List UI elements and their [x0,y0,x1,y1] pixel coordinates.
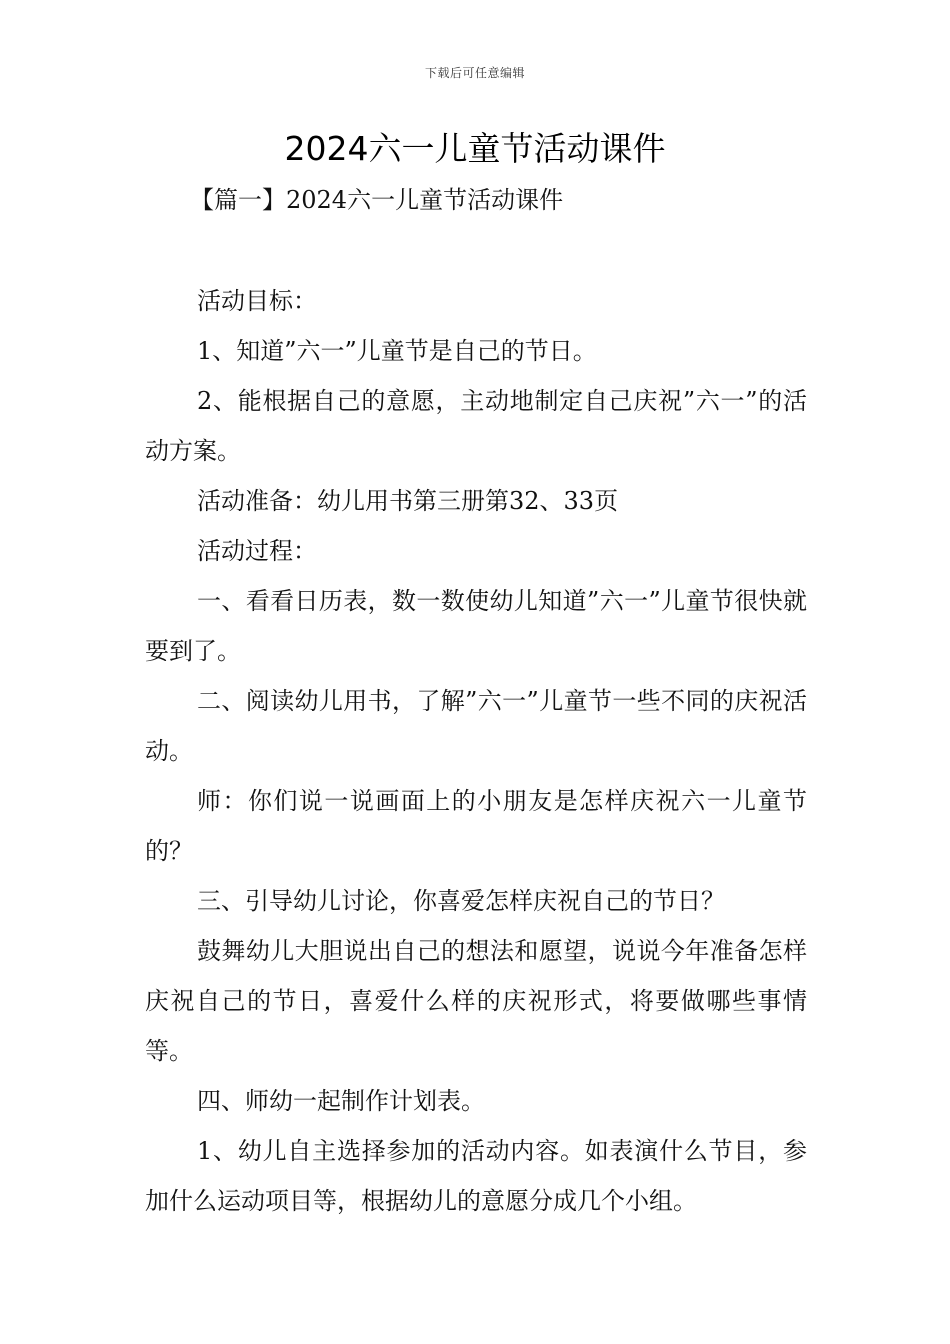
paragraph: 1、知道”六一”儿童节是自己的节日。 [197,337,597,365]
paragraph: 2、能根据自己的意愿，主动地制定自己庆祝”六一”的活动方案。 [145,387,807,465]
paragraph: 活动过程： [197,537,317,565]
section-subtitle: 【篇一】2024六一儿童节活动课件 [190,186,564,214]
paragraph: 鼓舞幼儿大胆说出自己的想法和愿望，说说今年准备怎样庆祝自己的节日，喜爱什么样的庆祝形式，将要做哪些事情等。 [145,937,807,1065]
header-note: 下载后可任意编辑 [424,66,525,80]
document-body [145,276,807,1226]
document-title: 2024六一儿童节活动课件 [284,129,666,168]
paragraph: 一、看看日历表，数一数使幼儿知道”六一”儿童节很快就要到了。 [145,587,807,665]
paragraph: 活动目标： [197,287,317,315]
paragraph: 活动准备：幼儿用书第三册第32、33页 [197,487,619,515]
paragraph: 四、师幼一起制作计划表。 [197,1087,485,1115]
paragraph: 三、引导幼儿讨论，你喜爱怎样庆祝自己的节日？ [197,887,725,915]
paragraph: 二、阅读幼儿用书，了解”六一”儿童节一些不同的庆祝活动。 [145,687,807,765]
paragraph: 师：你们说一说画面上的小朋友是怎样庆祝六一儿童节的？ [145,787,807,865]
paragraph: 1、幼儿自主选择参加的活动内容。如表演什么节目，参加什么运动项目等，根据幼儿的意愿分成几个小组。 [145,1137,807,1215]
